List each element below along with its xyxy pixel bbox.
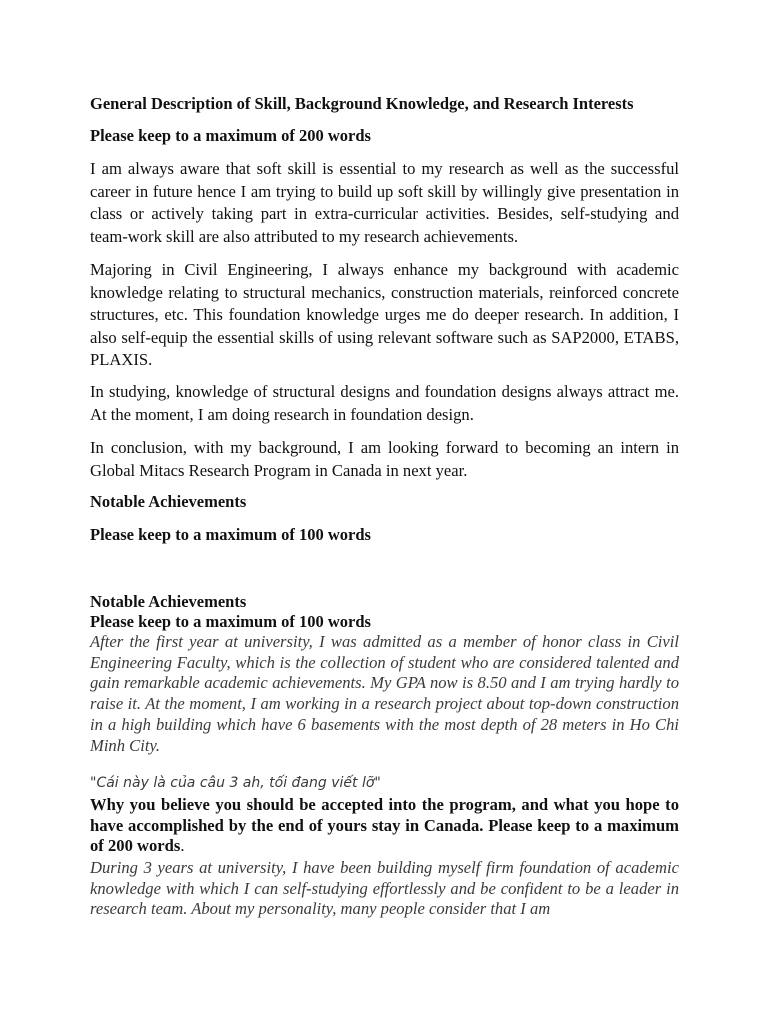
- section-title-general-description: General Description of Skill, Background Knowledge, and Research Interests: [90, 94, 634, 113]
- why-accepted-answer: During 3 years at university, I have been building myself firm foundation of academic knowledge with which I can self-studying effortlessly and be confident to be a leader in research team. About my personality, many people consider that I am: [90, 858, 679, 919]
- section-word-limit-200: Please keep to a maximum of 200 words: [90, 126, 371, 145]
- section-title-notable-achievements: Notable Achievements: [90, 492, 247, 511]
- question-text: Why you believe you should be accepted into the program, and what you hope to have accomplished by the end of yours stay in Canada. Please keep to a maximum of 200 words: [90, 795, 679, 855]
- paragraph-research-interests: In studying, knowledge of structural designs and foundation designs always attract me. At the moment, I am doing research in foundation design.: [90, 382, 679, 424]
- achievements-answer: After the first year at university, I was admitted as a member of honor class in Civil Engineering Faculty, which is the collection of student who are considered talented and gain remarkable academic achievements. My GPA now is 8.50 and I am trying hardly to raise it. At the moment, I am working in a research project about top-down construction in a high building which have 6 basements with the most depth of 28 meters in Ho Chi Minh City.: [90, 632, 679, 755]
- paragraph-civil-engineering: Majoring in Civil Engineering, I always enhance my background with academic knowledge relating to structural mechanics, construction materials, reinforced concrete structures, etc. This foundation knowledge urges me do deeper research. In addition, I also self-equip the essential skills of using relevant software such as SAP2000, ETABS, PLAXIS.: [90, 260, 679, 369]
- question-period: .: [180, 836, 185, 855]
- section-word-limit-100-repeat: Please keep to a maximum of 100 words: [90, 612, 371, 631]
- paragraph-conclusion: In conclusion, with my background, I am looking forward to becoming an intern in Global Mitacs Research Program in Canada in next year.: [90, 438, 679, 480]
- paragraph-soft-skill: I am always aware that soft skill is essential to my research as well as the successful career in future hence I am trying to build up soft skill by willingly give presentation in class or actively taking part in extra-curricular activities. Besides, self-studying and team-work skill are also attributed to my research achievements.: [90, 159, 679, 246]
- section-title-notable-achievements-repeat: Notable Achievements: [90, 592, 247, 611]
- vietnamese-note: "Cái này là của câu 3 ah, tối đang viết lỡ": [90, 775, 381, 791]
- question-why-accepted: [90, 795, 679, 857]
- section-word-limit-100: Please keep to a maximum of 100 words: [90, 525, 371, 544]
